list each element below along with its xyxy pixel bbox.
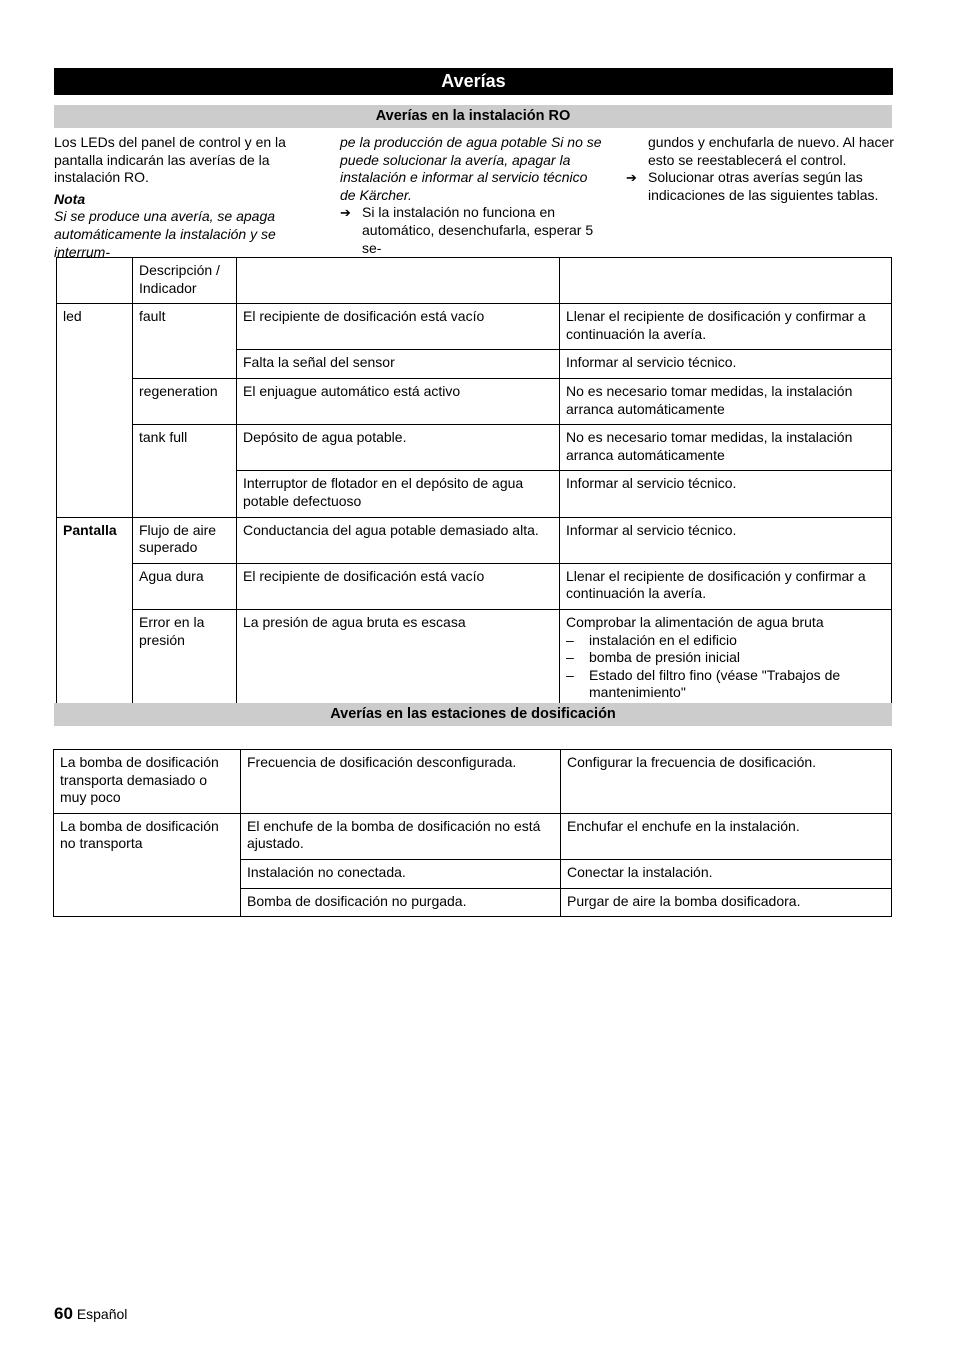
group-pantalla: Pantalla	[57, 517, 133, 710]
note-label: Nota	[54, 190, 86, 207]
cause-cell: El enchufe de la bomba de dosificación no está ajustado.	[241, 813, 561, 859]
cause-cell: Interruptor de flotador en el depósito de agua potable defectuoso	[237, 471, 560, 517]
indicator-regeneration: regeneration	[133, 378, 237, 424]
cause-cell: La presión de agua bruta es escasa	[237, 609, 560, 710]
footer-language: Español	[76, 1306, 128, 1322]
table-row	[54, 750, 892, 814]
note-text: Si se produce una avería, se apaga automáticamente la instalación y se interrum-	[54, 208, 276, 260]
remedy-cell: Conectar la instalación.	[561, 859, 892, 888]
remedy-cell: Enchufar el enchufe en la instalación.	[561, 813, 892, 859]
indicator-tank-full: tank full	[133, 425, 237, 517]
fault-cell: La bomba de dosificación no transporta	[54, 813, 241, 916]
remedy-cell: Llenar el recipiente de dosificación y confirmar a continuación la avería.	[560, 563, 892, 609]
cause-cell: Instalación no conectada.	[241, 859, 561, 888]
header-cell: Descripción / Indicador	[133, 258, 237, 304]
remedy-list	[566, 632, 885, 702]
table-header-row	[57, 258, 892, 304]
table-row	[57, 304, 892, 350]
remedy-cell: Informar al servicio técnico.	[560, 471, 892, 517]
cause-cell: Depósito de agua potable.	[237, 425, 560, 471]
ro-faults-table	[56, 257, 892, 711]
remedy-cell: Informar al servicio técnico.	[560, 350, 892, 379]
intro-column-1	[54, 134, 322, 261]
table-row	[57, 609, 892, 710]
cause-cell: El recipiente de dosificación está vacío	[237, 304, 560, 350]
cause-cell: Falta la señal del sensor	[237, 350, 560, 379]
intro-column-3	[626, 134, 894, 204]
cause-cell: Frecuencia de dosificación desconfigurada.	[241, 750, 561, 814]
remedy-cell: Informar al servicio técnico.	[560, 517, 892, 563]
header-cell	[237, 258, 560, 304]
remedy-cell: Llenar el recipiente de dosificación y confirmar a continuación la avería.	[560, 304, 892, 350]
cause-cell: El recipiente de dosificación está vacío	[237, 563, 560, 609]
table-row	[57, 378, 892, 424]
header-cell	[560, 258, 892, 304]
indicator-error-presion: Error en la presión	[133, 609, 237, 710]
section-heading-ro: Averías en la instalación RO	[54, 105, 892, 128]
page-title: Averías	[54, 68, 893, 95]
table-row	[57, 517, 892, 563]
arrow-right-icon: ➔	[626, 170, 637, 186]
cause-cell: Bomba de dosificación no purgada.	[241, 888, 561, 917]
instruction-text-continued: gundos y enchufarla de nuevo. Al hacer esto se reestablecerá el control.	[648, 134, 894, 168]
cause-cell: El enjuague automático está activo	[237, 378, 560, 424]
remedy-cell: No es necesario tomar medidas, la instalación arranca automáticamente	[560, 378, 892, 424]
list-item: – Estado del filtro fino (véase "Trabajos de mantenimiento"	[566, 667, 885, 702]
instruction-item	[340, 204, 606, 257]
indicator-agua-dura: Agua dura	[133, 563, 237, 609]
remedy-cell	[560, 609, 892, 710]
arrow-right-icon: ➔	[340, 205, 351, 221]
instruction-text: Solucionar otras averías según las indicaciones de las siguientes tablas.	[648, 169, 879, 203]
page-footer	[54, 1304, 127, 1324]
group-led: led	[57, 304, 133, 517]
dosing-faults-table	[53, 749, 892, 917]
remedy-cell: No es necesario tomar medidas, la instalación arranca automáticamente	[560, 425, 892, 471]
indicator-fault: fault	[133, 304, 237, 379]
page-number: 60	[54, 1304, 73, 1323]
table-row	[57, 563, 892, 609]
table-row	[54, 813, 892, 859]
list-item: – instalación en el edificio	[566, 632, 885, 650]
cause-cell: Conductancia del agua potable demasiado alta.	[237, 517, 560, 563]
instruction-text: Si la instalación no funciona en automático, desenchufarla, esperar 5 se-	[362, 204, 594, 256]
remedy-text: Comprobar la alimentación de agua bruta	[566, 613, 824, 630]
section-heading-dosing: Averías en las estaciones de dosificación	[54, 703, 892, 726]
intro-text: Los LEDs del panel de control y en la pantalla indicarán las averías de la instalación RO.	[54, 134, 286, 186]
list-item: – bomba de presión inicial	[566, 649, 885, 667]
remedy-cell: Configurar la frecuencia de dosificación.	[561, 750, 892, 814]
intro-column-2	[340, 134, 606, 257]
instruction-item	[626, 169, 894, 204]
table-row	[57, 425, 892, 471]
note-text-continued: pe la producción de agua potable Si no se puede solucionar la avería, apagar la instalación e informar al servicio técnico de Kärcher.	[340, 134, 602, 203]
fault-cell: La bomba de dosificación transporta demasiado o muy poco	[54, 750, 241, 814]
remedy-cell: Purgar de aire la bomba dosificadora.	[561, 888, 892, 917]
header-cell	[57, 258, 133, 304]
indicator-flujo: Flujo de aire superado	[133, 517, 237, 563]
